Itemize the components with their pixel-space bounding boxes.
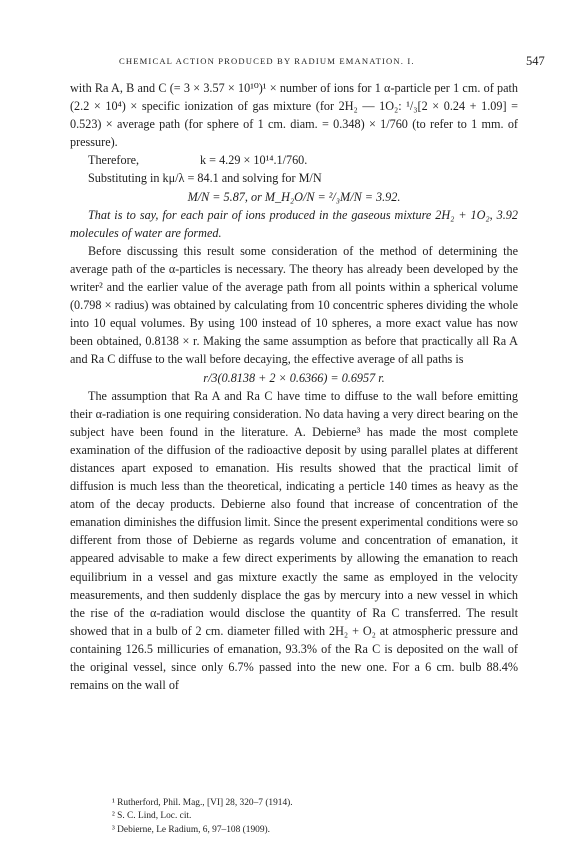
footnote-3: ³ Debierne, Le Radium, 6, 97–108 (1909). [112,824,270,835]
footnotes [112,797,512,837]
paragraph-conclusion: That is to say, for each pair of ions produced in the gaseous mixture 2H₂ + 1O₂, 3.92 molecules of water are formed. [70,207,518,240]
page-number: 547 [526,54,545,68]
paragraph-diffusion: The assumption that Ra A and Ra C have time to diffuse to the wall before emitting their α-radiation is one requiring consideration. No data having a very direct bearing on the subject have been found in the literature. A. Debierne³ has made the most complete examination of the diffusion of the radioactive deposit by using parallel plates at different distances apart exposed to emanation. His results showed that the practical limit of diffusion is much less than the theoretical, indicating a perticle 140 times as heavy as the atom of the decay products. Debierne also found that increase of concentration of the emanation diminishes the diffusion limit. Since the present experimental conditions were so different from those of Debierne as regards volume and concentration of emanation, it appeared advisable to make a few direct experiments by allowing the emanation to reach equilibrium in a vessel and gas mixture exactly the same as employed in the velocity measurements, and then suddenly displace the gas by mercury into a new vessel in which the rise of the α-radiation would disclose the quantity of Ra C transferred. The result showed that in a bulb of 2 cm. diameter filled with 2H₂ + O₂ at atmospheric pressure and containing 126.5 millicuries of emanation, 93.3% of the Ra C is deposited on the wall of the original vessel, since only 6.7% passed into the new one. For a 6 cm. bulb 88.4% remains on the wall of [70,388,518,693]
paragraph-average-path: Before discussing this result some consideration of the method of determining the average path of the α-particles is necessary. The theory has already been developed by the writer² and the earlier value of the average path from all points within a spherical volume (0.798 × radius) was obtained by calculating from 10 concentric spheres dividing the whole into 10 equal volumes. By using 100 instead of 10 spheres, a more exact value has now been obtained, 0.8138 × r. Making the same assumption as before that practically all Ra A and Ra C diffuse to the wall before decaying, the effective average of all paths is [70,243,518,367]
equation-k: Therefore, k = 4.29 × 10¹⁴.1/760. [88,153,308,168]
equation-effective-average: r/3(0.8138 + 2 × 0.6366) = 0.6957 r. [203,370,385,385]
paragraph-ion-count: with Ra A, B and C (= 3 × 3.57 × 10¹⁰)¹ × number of ions for 1 α-particle per 1 cm. of path (2.2 × 10⁴) × specific ionization of gas mixture (for 2H₂ — 1O₂: ¹/₃[2 × 0.24 + 1.09] = 0.523) × average path (for sphere of 1 cm. diam. = 0.348) × 1/760 (to refer to 1 mm. of pressure). [70,81,518,150]
equation-m-over-n: M/N = 5.87, or M_H₂O/N = ²/₃M/N = 3.92. [187,189,401,204]
footnote-2: ² S. C. Lind, Loc. cit. [112,811,192,822]
page-header [0,56,583,74]
article-body [70,79,518,694]
paragraph-substituting: Substituting in kμ/λ = 84.1 and solving for M/N [88,171,322,186]
footnote-1: ¹ Rutherford, Phil. Mag., [VI] 28, 320–7 (1914). [112,798,293,808]
running-head: CHEMICAL ACTION PRODUCED BY RADIUM EMANATION. I. [119,56,415,66]
